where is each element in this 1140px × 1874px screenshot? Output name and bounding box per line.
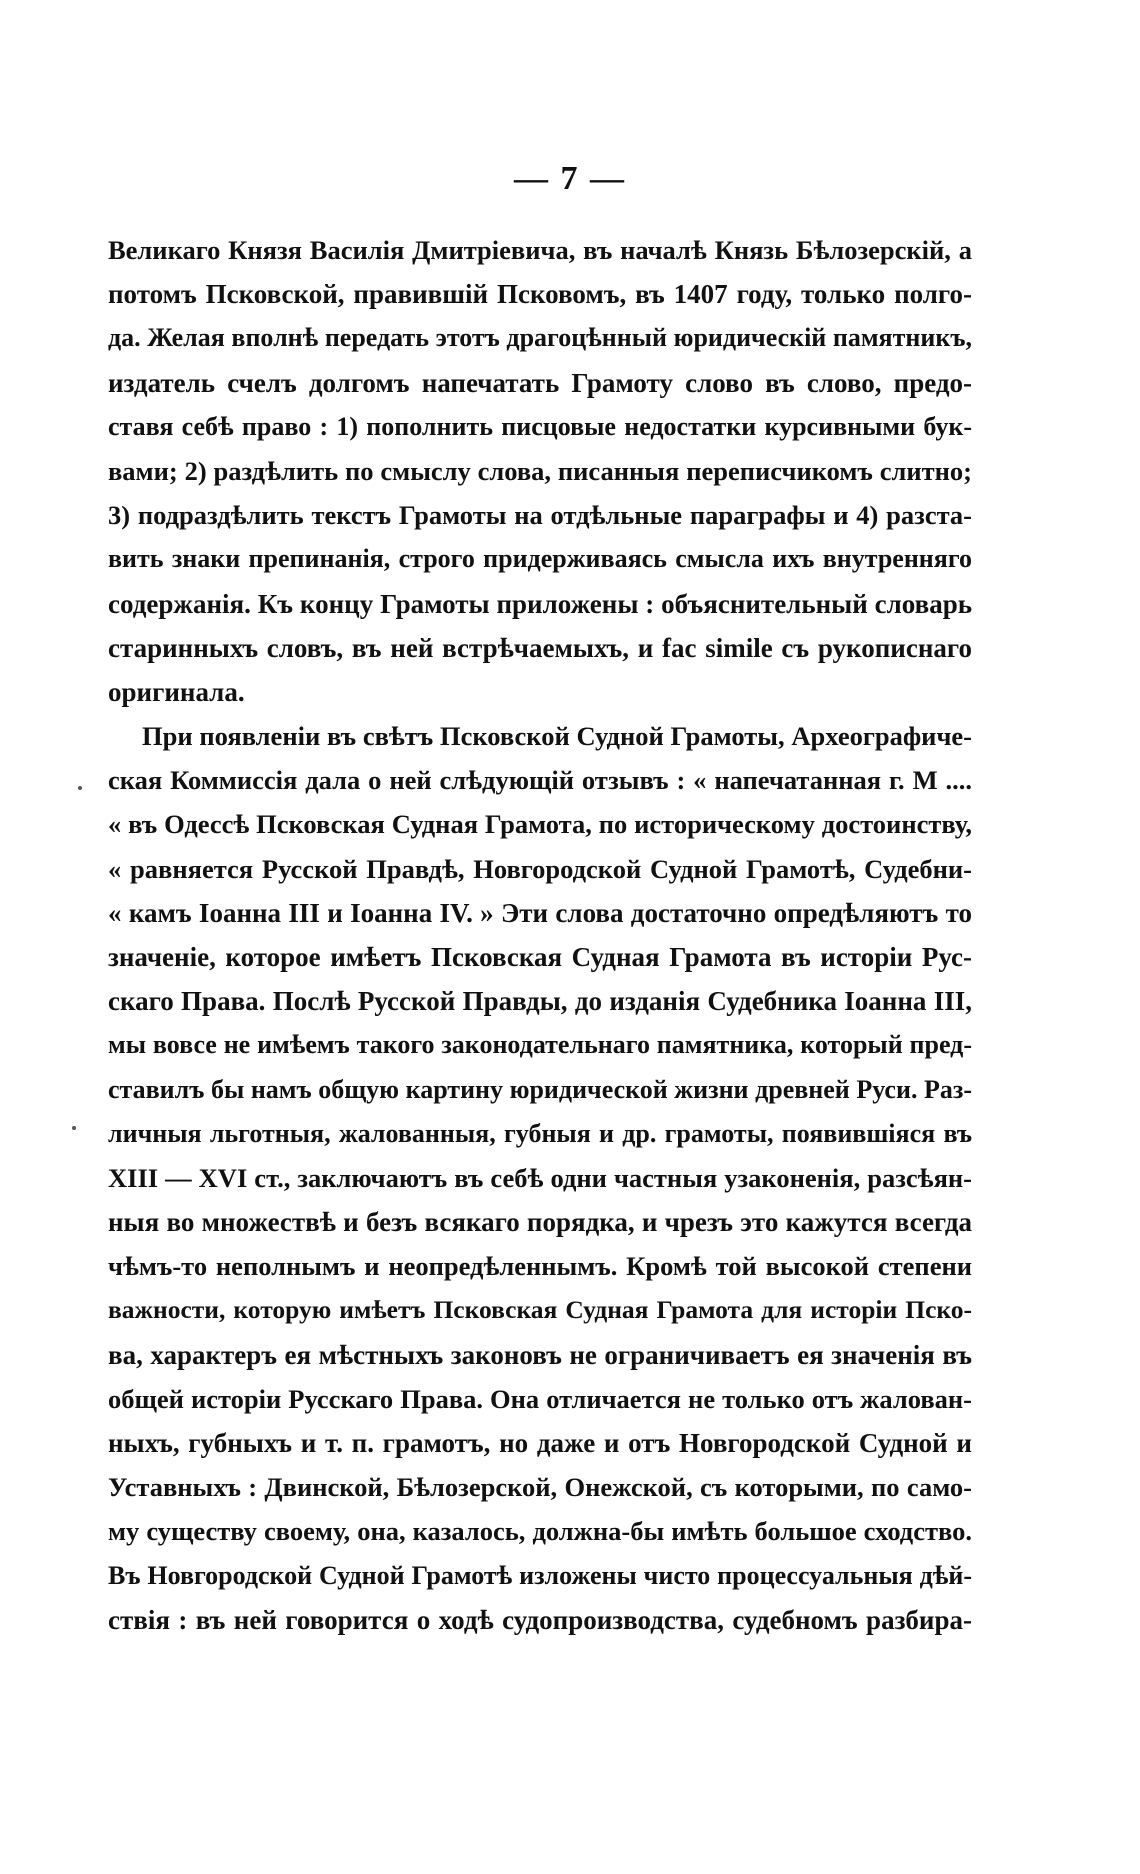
text-line: потомъ Псковской, правившій Псковомъ, въ 1407 году, только полго-: [108, 279, 972, 310]
text-line: ская Коммиссія дала о ней слѣдующій отзывъ : « напечатанная г. М ....: [108, 765, 972, 796]
text-line: ставилъ бы намъ общую картину юридической жизни древней Руси. Раз-: [108, 1074, 972, 1104]
text-line: издатель счелъ долгомъ напечатать Грамоту слово въ слово, предо-: [108, 367, 972, 398]
text-line: « равняется Русской Правдѣ, Новгородской Судной Грамотѣ, Судебни-: [108, 853, 972, 884]
text-line: Великаго Князя Василія Дмитріевича, въ началѣ Князь Бѣлозерскій, а: [108, 235, 972, 265]
text-line: ныя во множествѣ и безъ всякаго порядка, и чрезъ это кажутся всегда: [108, 1207, 972, 1238]
text-line: му существу своему, она, казалось, должна-бы имѣть большое сходство.: [108, 1516, 972, 1547]
text-line: старинныхъ словъ, въ ней встрѣчаемыхъ, и fac simile съ рукописнаго: [108, 632, 972, 663]
text-line: общей исторіи Русскаго Права. Она отличается не только отъ жалован-: [108, 1383, 972, 1414]
text-line: мы вовсе не имѣемъ такого законодательнаго памятника, который пред-: [108, 1030, 972, 1060]
text-line: XIII — XVI ст., заключаютъ въ себѣ одни частныя узаконенія, разсѣян-: [108, 1162, 972, 1193]
scan-speck: [78, 786, 82, 790]
text-line: скаго Права. Послѣ Русской Правды, до изданія Судебника Іоанна III,: [108, 986, 972, 1017]
text-line: ставя себѣ право : 1) пополнить писцовые недостатки курсивными бук-: [108, 411, 972, 441]
paragraph-1: [108, 228, 972, 714]
text-line: Уставныхъ : Двинской, Бѣлозерской, Онежской, съ которыми, по само-: [108, 1472, 972, 1503]
text-line: чѣмъ-то неполнымъ и неопредѣленнымъ. Кромѣ той высокой степени: [108, 1251, 972, 1282]
text-line: вами; 2) раздѣлить по смыслу слова, писанныя переписчикомъ слитно;: [108, 455, 972, 486]
scan-speck: [72, 1126, 76, 1130]
paragraph-2: [108, 714, 972, 1642]
text-line: значеніе, которое имѣетъ Псковская Судная Грамота въ исторіи Рус-: [108, 941, 972, 972]
text-line: личныя льготныя, жалованныя, губныя и др. грамоты, появившіяся въ: [108, 1118, 972, 1148]
text-line: « въ Одессѣ Псковская Судная Грамота, по историческому достоинству,: [108, 809, 972, 840]
text-line: важности, которую имѣетъ Псковская Судная Грамота для исторіи Пско-: [108, 1295, 972, 1325]
text-line: ва, характеръ ея мѣстныхъ законовъ не ограничиваетъ ея значенія въ: [108, 1339, 972, 1370]
page-number: — 7 —: [514, 160, 626, 197]
text-line: ныхъ, губныхъ и т. п. грамотъ, но даже и отъ Новгородской Судной и: [108, 1428, 972, 1458]
text-line: « камъ Іоанна III и Іоанна IV. » Эти слова достаточно опредѣляютъ то: [108, 897, 972, 928]
text-line: содержанія. Къ концу Грамоты приложены : объяснительный словарь: [108, 588, 972, 619]
text-line: вить знаки препинанія, строго придерживаясь смысла ихъ внутренняго: [108, 544, 972, 574]
text-line: При появленіи въ свѣтъ Псковской Судной Грамоты, Археографиче-: [142, 721, 972, 751]
text-line: Въ Новгородской Судной Грамотѣ изложены чисто процессуальныя дѣй-: [108, 1560, 972, 1590]
text-line: оригинала.: [108, 676, 245, 707]
text-line: да. Желая вполнѣ передать этотъ драгоцѣнный юридическій памятникъ,: [108, 323, 972, 353]
text-line: 3) подраздѣлить текстъ Грамоты на отдѣльные параграфы и 4) разста-: [108, 500, 972, 531]
text-line: ствія : въ ней говорится о ходѣ судопроизводства, судебномъ разбира-: [108, 1604, 972, 1635]
